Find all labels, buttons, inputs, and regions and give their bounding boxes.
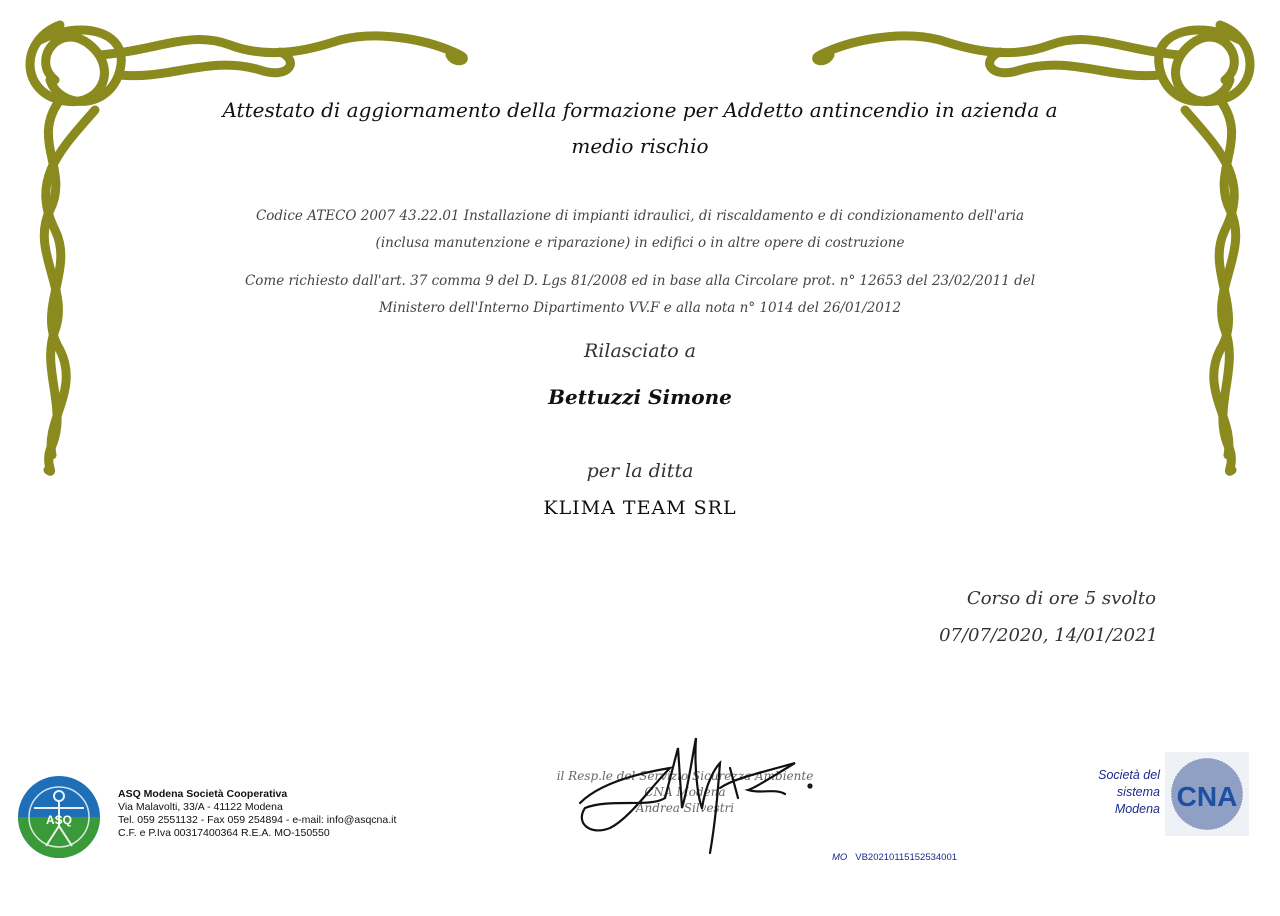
issued-to-label: Rilasciato a [583, 340, 697, 362]
ateco-line-2: (inclusa manutenzione e riparazione) in edifici o in altre opere di costruzione [375, 235, 905, 251]
cna-logo-text: CNA [1176, 781, 1238, 812]
company-label: per la ditta [586, 460, 694, 482]
cna-line-1: Società del [1098, 768, 1160, 782]
org-address: Via Malavolti, 33/A - 41122 Modena [118, 801, 283, 813]
org-name: ASQ Modena Società Cooperativa [118, 788, 288, 800]
course-hours: Corso di ore 5 svolto [966, 588, 1156, 609]
ateco-description [0, 203, 1280, 257]
signature-scribble-icon [570, 728, 820, 863]
ateco-line-1: Codice ATECO 2007 43.22.01 Installazione di impianti idraulici, di riscaldamento e di condizionamento dell'aria [255, 208, 1025, 224]
asq-details [118, 788, 396, 840]
law-line-1: Come richiesto dall'art. 37 comma 9 del D. Lgs 81/2008 ed in base alla Circolare prot. n° 12653 del 23/02/2011 del [244, 273, 1036, 289]
law-line-2: Ministero dell'Interno Dipartimento VV.F e alla nota n° 1014 del 26/01/2012 [378, 300, 902, 316]
recipient-name: Bettuzzi Simone [548, 385, 732, 409]
law-reference [0, 268, 1280, 322]
cna-tagline [1060, 767, 1160, 818]
certificate-code [832, 852, 957, 863]
org-fiscal: C.F. e P.Iva 00317400364 R.E.A. MO-150550 [118, 827, 330, 839]
company-name: KLIMA TEAM SRL [543, 497, 737, 519]
asq-logo-text: ASQ [45, 813, 73, 827]
cna-line-3: Modena [1114, 802, 1160, 816]
cna-line-2: sistema [1116, 785, 1160, 799]
signature-line-3: Andrea Silvestri [635, 801, 735, 815]
cna-logo-icon [1165, 752, 1249, 836]
org-contacts: Tel. 059 2551132 - Fax 059 254894 - e-mail: info@asqcna.it [118, 814, 397, 826]
title-line-2: medio rischio [571, 134, 709, 158]
signature-line-2: CNA Modena [644, 785, 726, 799]
course-dates: 07/07/2020, 14/01/2021 [939, 625, 1158, 646]
certificate-title [0, 92, 1280, 164]
signature-line-1: il Resp.le del Servizio Sicurezza Ambiente [556, 769, 814, 783]
asq-logo-icon [16, 774, 102, 860]
code-prefix: MO [832, 852, 848, 863]
title-line-1: Attestato di aggiornamento della formazione per Addetto antincendio in azienda a [222, 98, 1058, 122]
code-value: VB20210115152534001 [855, 852, 958, 863]
